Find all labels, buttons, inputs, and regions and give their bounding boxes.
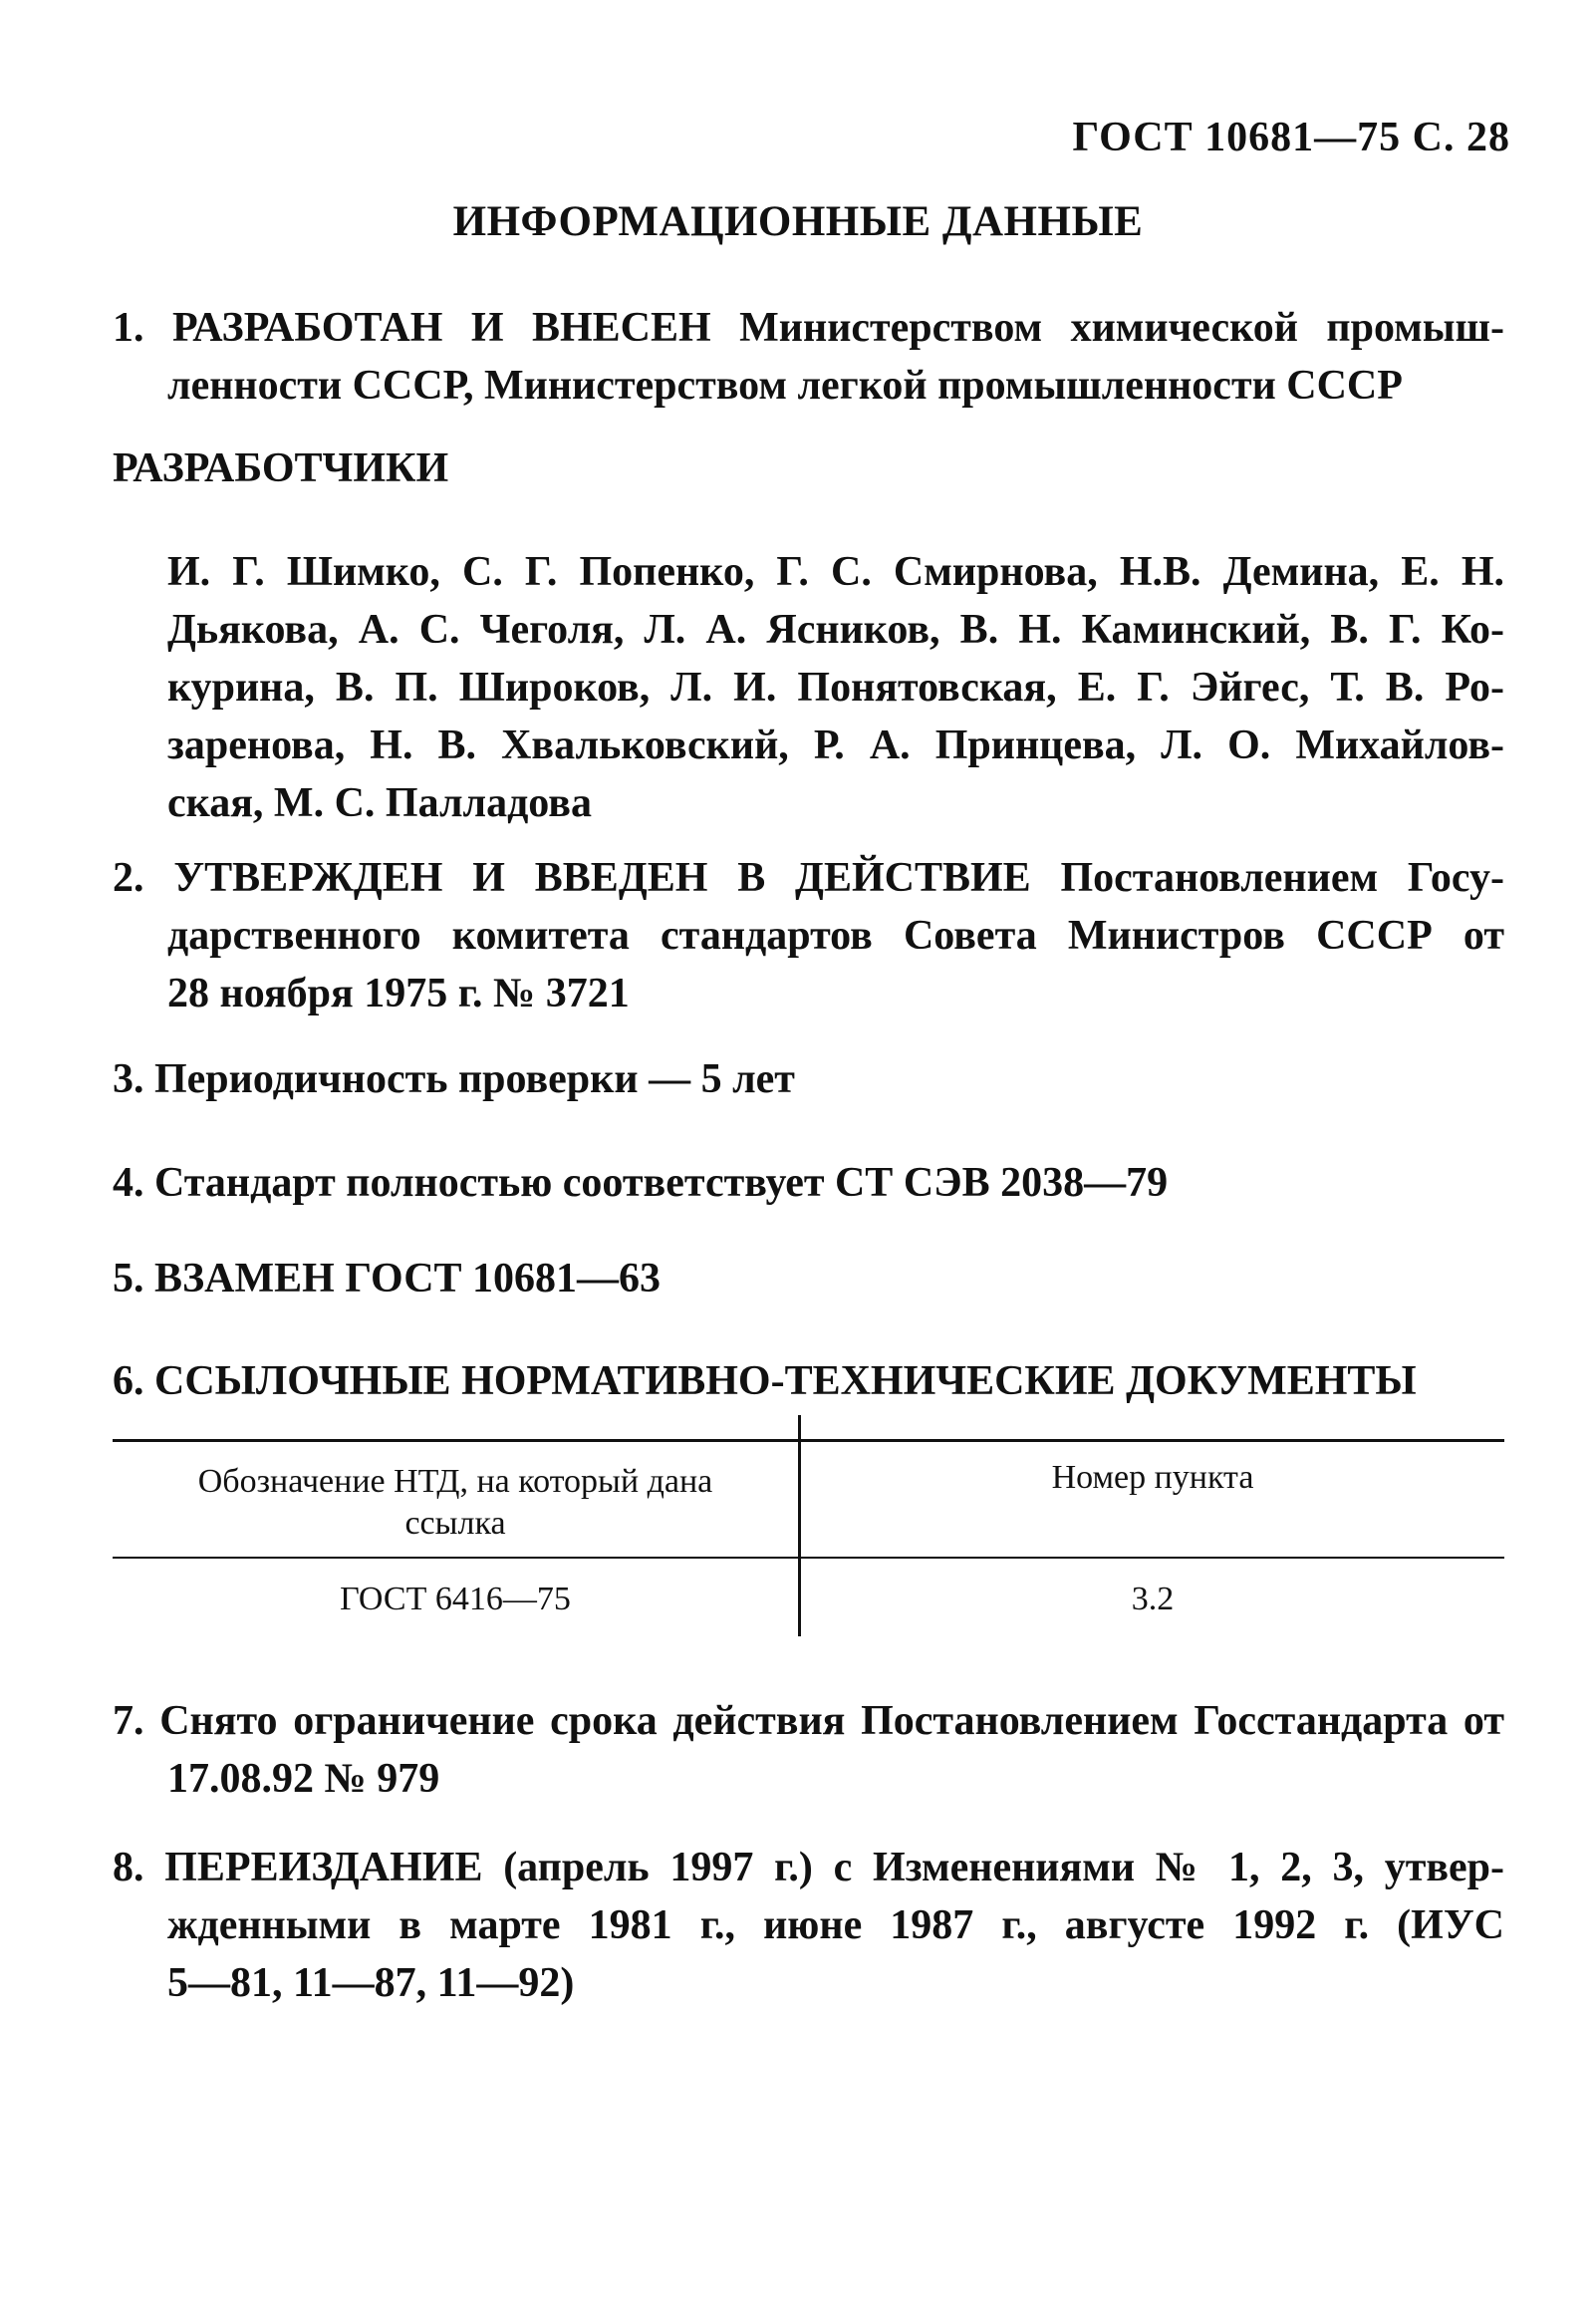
item-7-line2: 17.08.92 № 979 [167, 1756, 440, 1802]
developers-line: заренова, Н. В. Хвальковский, Р. А. Принцева, Л. О. Михайлов- [167, 723, 1504, 768]
item-3-number: 3. [113, 1056, 144, 1102]
references-table [113, 1415, 1504, 1636]
item-8-line3: 5—81, 11—87, 11—92) [167, 1960, 575, 2006]
developers-line: И. Г. Шимко, С. Г. Попенко, Г. С. Смирнова, Н.В. Демина, Е. Н. [167, 549, 1504, 595]
item-4 [113, 1154, 1504, 1212]
item-1-number: 1. [113, 305, 144, 351]
table-top-rule [113, 1439, 1504, 1442]
developers-line: ская, М. С. Палладова [167, 780, 592, 826]
item-5-number: 5. [113, 1256, 144, 1302]
table-cell-clause: 3.2 [1131, 1581, 1175, 1617]
developers-list [167, 543, 1504, 832]
item-2-number: 2. [113, 855, 144, 901]
item-1-line2: ленности СССР, Министерством легкой промышленности СССР [167, 363, 1403, 409]
developers-line: курина, В. П. Широков, Л. И. Понятовская, Е. Г. Эйгес, Т. В. Ро- [167, 665, 1504, 711]
table-header-rule [113, 1557, 1504, 1559]
item-1-line1: 1. РАЗРАБОТАН И ВНЕСЕН Министерством химической промыш- [113, 305, 1504, 351]
table-header-clause: Номер пункта [1051, 1459, 1254, 1496]
item-7 [113, 1692, 1504, 1808]
item-6-text: ССЫЛОЧНЫЕ НОРМАТИВНО-ТЕХНИЧЕСКИЕ ДОКУМЕНТЫ [154, 1358, 1417, 1404]
item-2-line2: дарственного комитета стандартов Совета Министров СССР от [167, 913, 1504, 959]
item-4-number: 4. [113, 1160, 144, 1206]
developers-line: Дьякова, А. С. Чеголя, Л. А. Ясников, В. Н. Каминский, В. Г. Ко- [167, 607, 1504, 653]
item-6 [113, 1352, 1504, 1410]
item-2-line3: 28 ноября 1975 г. № 3721 [167, 971, 630, 1016]
item-7-line1: 7. Снято ограничение срока действия Постановлением Госстандарта от [113, 1698, 1504, 1744]
item-2-line1: 2. УТВЕРЖДЕН И ВВЕДЕН В ДЕЙСТВИЕ Постановлением Госу- [113, 855, 1505, 901]
item-8-line2: жденными в марте 1981 г., июне 1987 г., августе 1992 г. (ИУС [167, 1902, 1504, 1948]
page-header: ГОСТ 10681—75 С. 28 [1072, 115, 1510, 160]
table-cell-doc: ГОСТ 6416—75 [340, 1581, 571, 1617]
item-6-number: 6. [113, 1358, 144, 1404]
table-header-doc: Обозначение НТД, на который дана ссылка [197, 1463, 713, 1542]
item-5 [113, 1250, 1504, 1307]
item-8 [113, 1839, 1504, 2012]
item-3 [113, 1050, 1504, 1108]
item-3-text: Периодичность проверки — 5 лет [154, 1056, 795, 1102]
page-title: ИНФОРМАЦИОННЫЕ ДАННЫЕ [452, 198, 1144, 245]
item-8-number: 8. [113, 1845, 144, 1890]
item-8-line1: 8. ПЕРЕИЗДАНИЕ (апрель 1997 г.) с Изменениями № 1, 2, 3, утвер- [113, 1845, 1504, 1890]
item-7-number: 7. [113, 1698, 144, 1744]
item-2 [113, 849, 1504, 1022]
item-4-text: Стандарт полностью соответствует СТ СЭВ 2038—79 [154, 1160, 1169, 1206]
developers-heading: РАЗРАБОТЧИКИ [113, 445, 449, 491]
item-1 [113, 299, 1504, 415]
item-5-text: ВЗАМЕН ГОСТ 10681—63 [154, 1256, 662, 1302]
